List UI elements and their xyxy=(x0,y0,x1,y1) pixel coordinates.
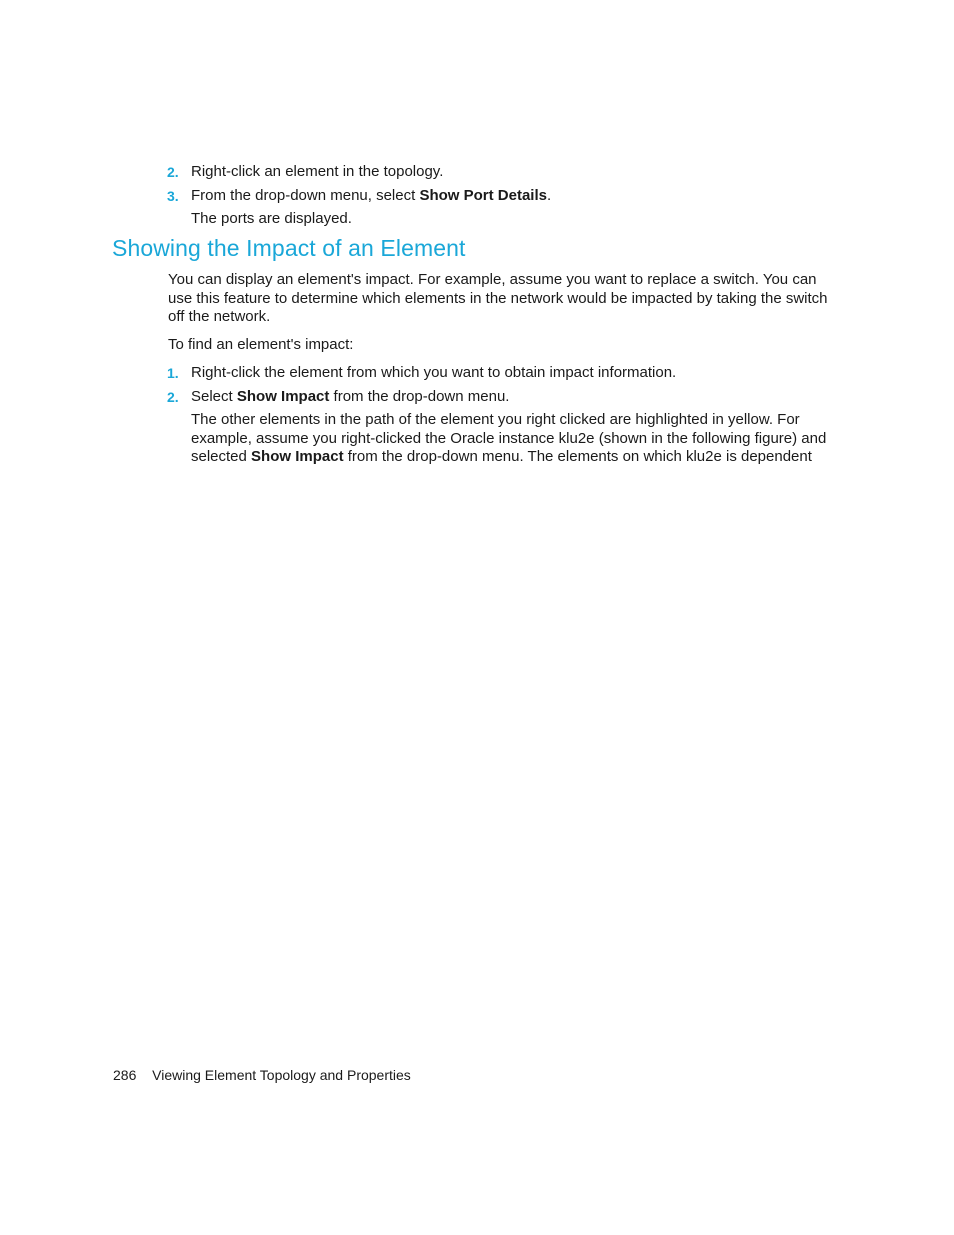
step-text xyxy=(191,388,509,406)
step-text: Right-click the element from which you want to obtain impact information. xyxy=(191,364,677,381)
step-text: Right-click an element in the topology. xyxy=(191,163,444,180)
lead-text: To find an element's impact: xyxy=(168,336,354,353)
intro-line: You can display an element's impact. For example, assume you want to replace a switch. You can xyxy=(168,271,817,288)
step-text-post: . xyxy=(546,187,552,204)
chapter-title: Viewing Element Topology and Properties xyxy=(152,1067,411,1083)
intro-line: off the network. xyxy=(168,308,271,326)
result-text-pre: selected xyxy=(191,448,252,466)
intro-paragraph xyxy=(168,271,848,327)
result-line: The other elements in the path of the element you right clicked are highlighted in yellow. For xyxy=(191,411,800,428)
result-line xyxy=(191,448,871,467)
step-text-pre: Select xyxy=(191,388,237,405)
step-text xyxy=(191,187,551,205)
page-number: 286 xyxy=(113,1067,137,1083)
page-footer xyxy=(113,1067,411,1083)
result-text-bold: Show Impact xyxy=(251,448,344,466)
result-line: example, assume you right-clicked the Oracle instance klu2e (shown in the following figure) and xyxy=(191,429,827,447)
step-text-post: from the drop-down menu. xyxy=(329,388,510,405)
step-text-bold: Show Impact xyxy=(236,388,330,405)
step-result: The ports are displayed. xyxy=(191,210,352,227)
step-number: 3. xyxy=(167,188,179,204)
step-number: 2. xyxy=(167,389,179,405)
step-text-bold: Show Port Details xyxy=(419,187,547,204)
section-heading: Showing the Impact of an Element xyxy=(112,235,466,261)
step-number: 2. xyxy=(167,164,179,180)
step-text-pre: From the drop-down menu, select xyxy=(191,187,420,204)
step-result-paragraph xyxy=(191,411,871,467)
step-number: 1. xyxy=(167,365,179,381)
result-text-post: from the drop-down menu. The elements on which klu2e is dependent xyxy=(343,448,812,466)
intro-line: use this feature to determine which elements in the network would be impacted by taking the switch xyxy=(168,289,828,307)
